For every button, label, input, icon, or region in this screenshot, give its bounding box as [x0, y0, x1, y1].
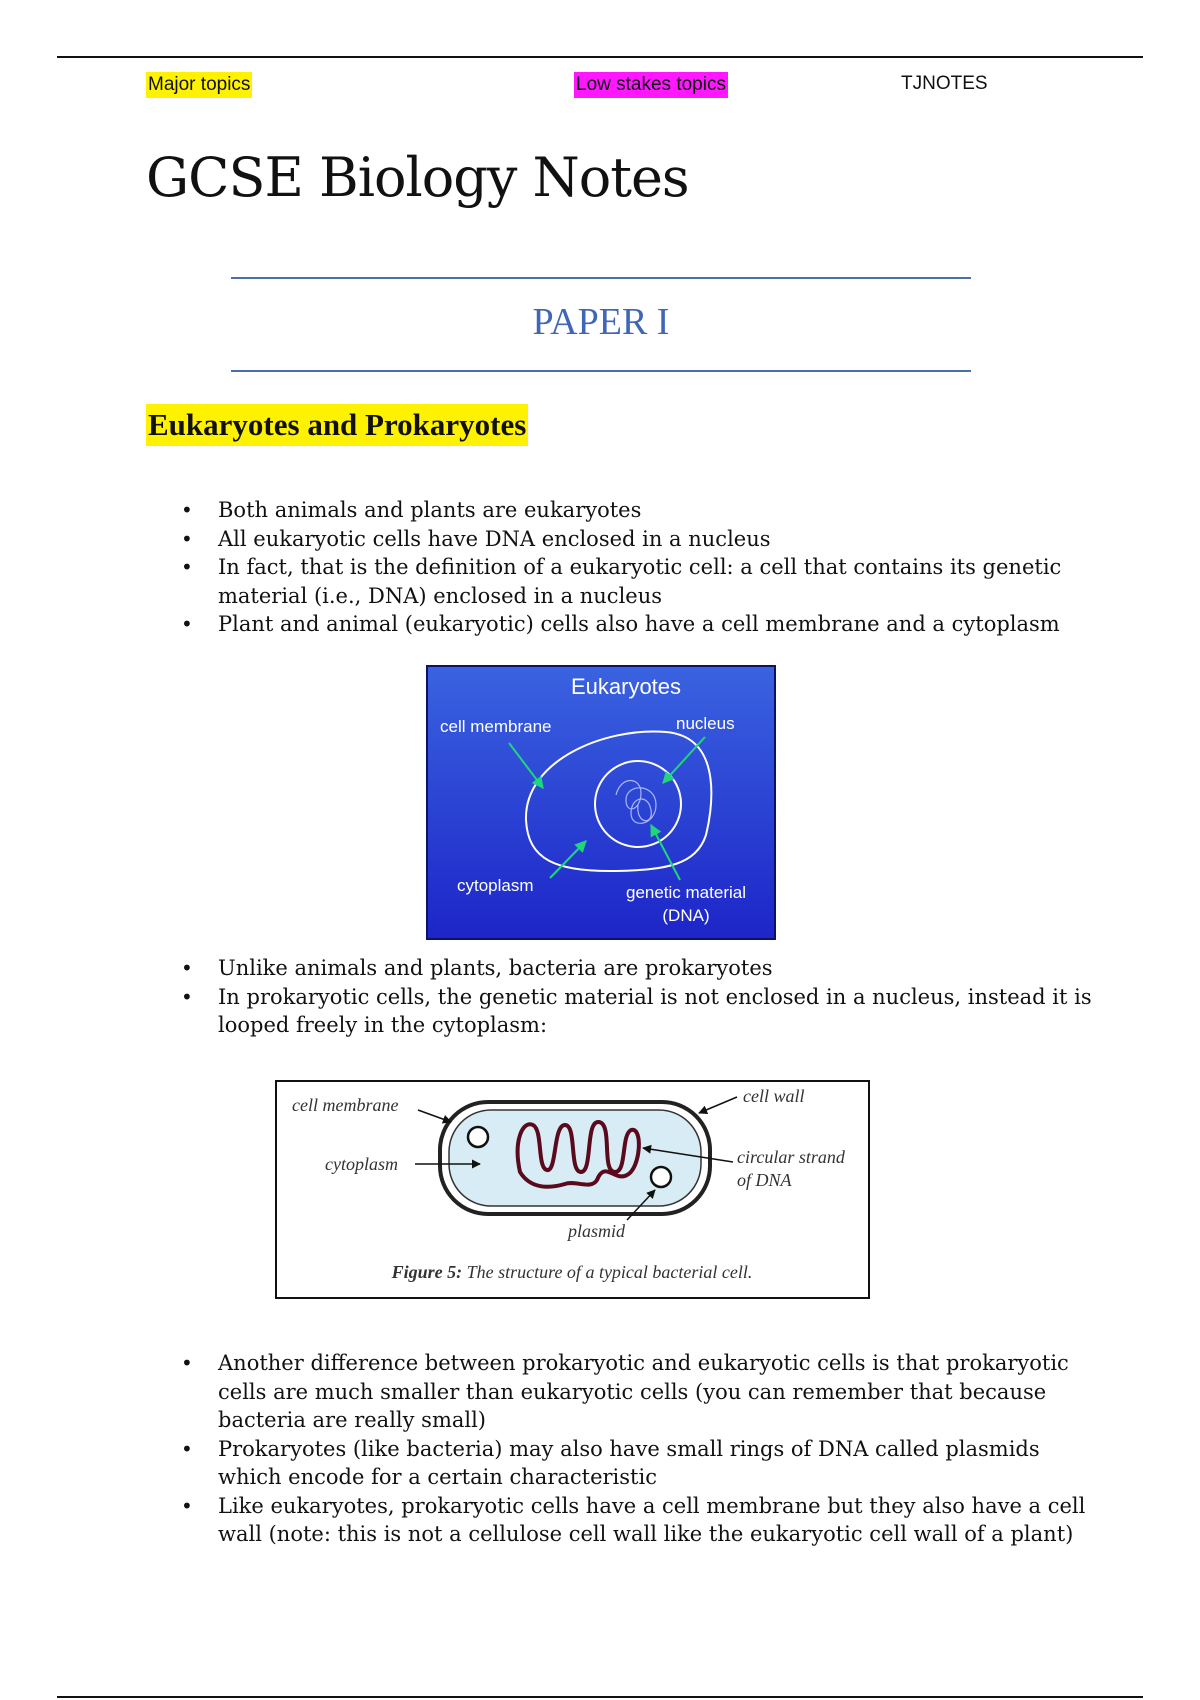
label-cell-wall: cell wall — [743, 1086, 805, 1106]
prokaryote-diagram — [275, 1080, 870, 1300]
bullet-list-eukaryotes — [0, 496, 1098, 639]
list-item: • In fact, that is the definition of a eukaryotic cell: a cell that contains its genetic material (i.e., DNA) enclosed in a nucleus — [0, 553, 1098, 610]
section-heading: Eukaryotes and Prokaryotes — [146, 404, 528, 446]
caption-prefix: Figure 5: — [391, 1262, 463, 1282]
label-plasmid: plasmid — [568, 1221, 626, 1241]
caption-text: The structure of a typical bacterial cell. — [466, 1262, 753, 1282]
paper-rule-top — [231, 277, 971, 279]
label-of-dna: of DNA — [737, 1170, 792, 1190]
label-nucleus: nucleus — [676, 714, 735, 733]
bullet-list-differences — [0, 1349, 1098, 1549]
low-stakes-topics-key: Low stakes topics — [574, 72, 728, 98]
paper-rule-bottom — [231, 370, 971, 372]
figure-caption — [391, 1262, 753, 1282]
list-item: • Unlike animals and plants, bacteria are prokaryotes — [0, 954, 1098, 983]
label-circular-strand: circular strand — [737, 1147, 845, 1167]
brand-label: TJNOTES — [901, 73, 988, 94]
diagram-title: Eukaryotes — [570, 674, 682, 699]
label-genetic-material: genetic material — [625, 883, 747, 902]
plasmid-ring — [468, 1127, 488, 1147]
label-cytoplasm: cytoplasm — [325, 1154, 398, 1174]
list-item: • Both animals and plants are eukaryotes — [0, 496, 1098, 525]
plasmid-ring — [651, 1167, 671, 1187]
major-topics-key: Major topics — [146, 72, 252, 98]
list-item: • Another difference between prokaryotic and eukaryotic cells is that prokaryotic cells are much smaller than eukaryotic cells (you can remember that because bacteria are really small) — [0, 1349, 1098, 1435]
paper-title: PAPER I — [532, 301, 670, 343]
list-item: • Prokaryotes (like bacteria) may also have small rings of DNA called plasmids which encode for a certain characteristic — [0, 1435, 1098, 1492]
eukaryote-diagram — [426, 665, 776, 940]
label-cell-membrane: cell membrane — [292, 1095, 399, 1115]
top-rule — [57, 56, 1143, 58]
label-cytoplasm: cytoplasm — [457, 876, 534, 895]
list-item: • Like eukaryotes, prokaryotic cells have a cell membrane but they also have a cell wall (note: this is not a cellulose cell wall like the eukaryotic cell wall of a plant) — [0, 1492, 1098, 1549]
bullet-list-prokaryotes — [0, 954, 1098, 1040]
bottom-rule — [57, 1696, 1143, 1698]
label-dna: (DNA) — [662, 906, 710, 925]
document-title: GCSE Biology Notes — [146, 146, 689, 209]
label-cell-membrane: cell membrane — [440, 717, 552, 736]
list-item: • All eukaryotic cells have DNA enclosed in a nucleus — [0, 525, 1098, 554]
list-item: • In prokaryotic cells, the genetic material is not enclosed in a nucleus, instead it is looped freely in the cytoplasm: — [0, 983, 1098, 1040]
list-item: • Plant and animal (eukaryotic) cells also have a cell membrane and a cytoplasm — [0, 610, 1098, 639]
